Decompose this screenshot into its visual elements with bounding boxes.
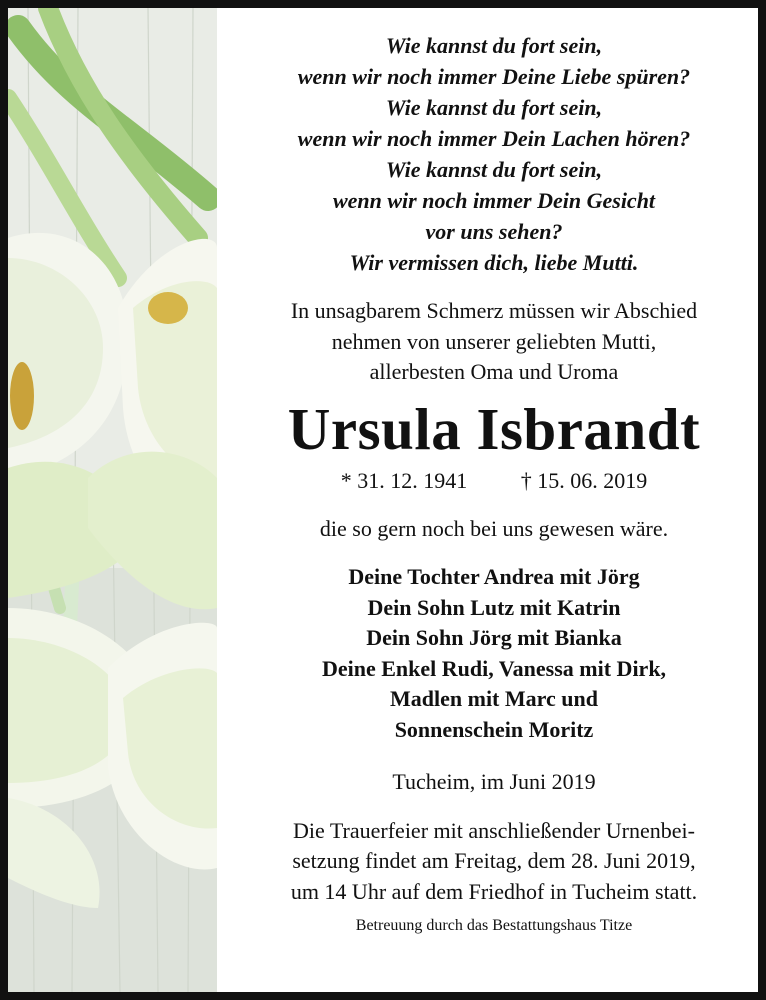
notice-text	[230, 30, 758, 937]
memorial-note: die so gern noch bei uns gewesen wäre.	[319, 515, 669, 541]
ceremony-line: setzung findet am Freitag, dem 28. Juni 2019,	[292, 848, 696, 873]
poem-line: wenn wir noch immer Dein Gesicht	[332, 188, 656, 213]
poem-line: wenn wir noch immer Deine Liebe spüren?	[297, 64, 691, 89]
intro-line: nehmen von unserer geliebten Mutti,	[331, 328, 657, 354]
deceased-name: Ursula Isbrandt	[287, 395, 701, 462]
family-line: Madlen mit Marc und	[390, 686, 598, 711]
death-date: † 15. 06. 2019	[520, 467, 648, 493]
poem-line: Wie kannst du fort sein,	[385, 157, 603, 182]
place-date: Tucheim, im Juni 2019	[392, 769, 596, 794]
poem-line: Wie kannst du fort sein,	[385, 33, 603, 58]
family-line: Dein Sohn Lutz mit Katrin	[367, 594, 621, 620]
calla-lily-photo	[8, 8, 217, 992]
intro-text	[230, 296, 758, 388]
poem	[230, 30, 758, 278]
funeral-home: Betreuung durch das Bestattungshaus Titze	[355, 917, 633, 934]
poem-line: Wie kannst du fort sein,	[385, 95, 603, 120]
intro-line: In unsagbarem Schmerz müssen wir Abschied	[290, 298, 698, 323]
poem-line: vor uns sehen?	[425, 219, 563, 244]
family-line: Dein Sohn Jörg mit Bianka	[366, 625, 622, 650]
birth-date: * 31. 12. 1941	[340, 467, 468, 493]
ceremony-line: um 14 Uhr auf dem Friedhof in Tucheim statt.	[290, 878, 698, 904]
family-line: Deine Tochter Andrea mit Jörg	[348, 564, 640, 589]
family-line: Sonnenschein Moritz	[394, 716, 594, 742]
family-line: Deine Enkel Rudi, Vanessa mit Dirk,	[321, 655, 667, 681]
ceremony-info	[230, 816, 758, 908]
intro-line: allerbesten Oma und Uroma	[369, 359, 619, 384]
ceremony-line: Die Trauerfeier mit anschließender Urnenbei-	[293, 817, 695, 843]
family-list	[230, 562, 758, 745]
poem-line: wenn wir noch immer Dein Lachen hören?	[297, 126, 691, 151]
poem-line: Wir vermissen dich, liebe Mutti.	[349, 250, 639, 275]
life-dates	[230, 466, 758, 496]
